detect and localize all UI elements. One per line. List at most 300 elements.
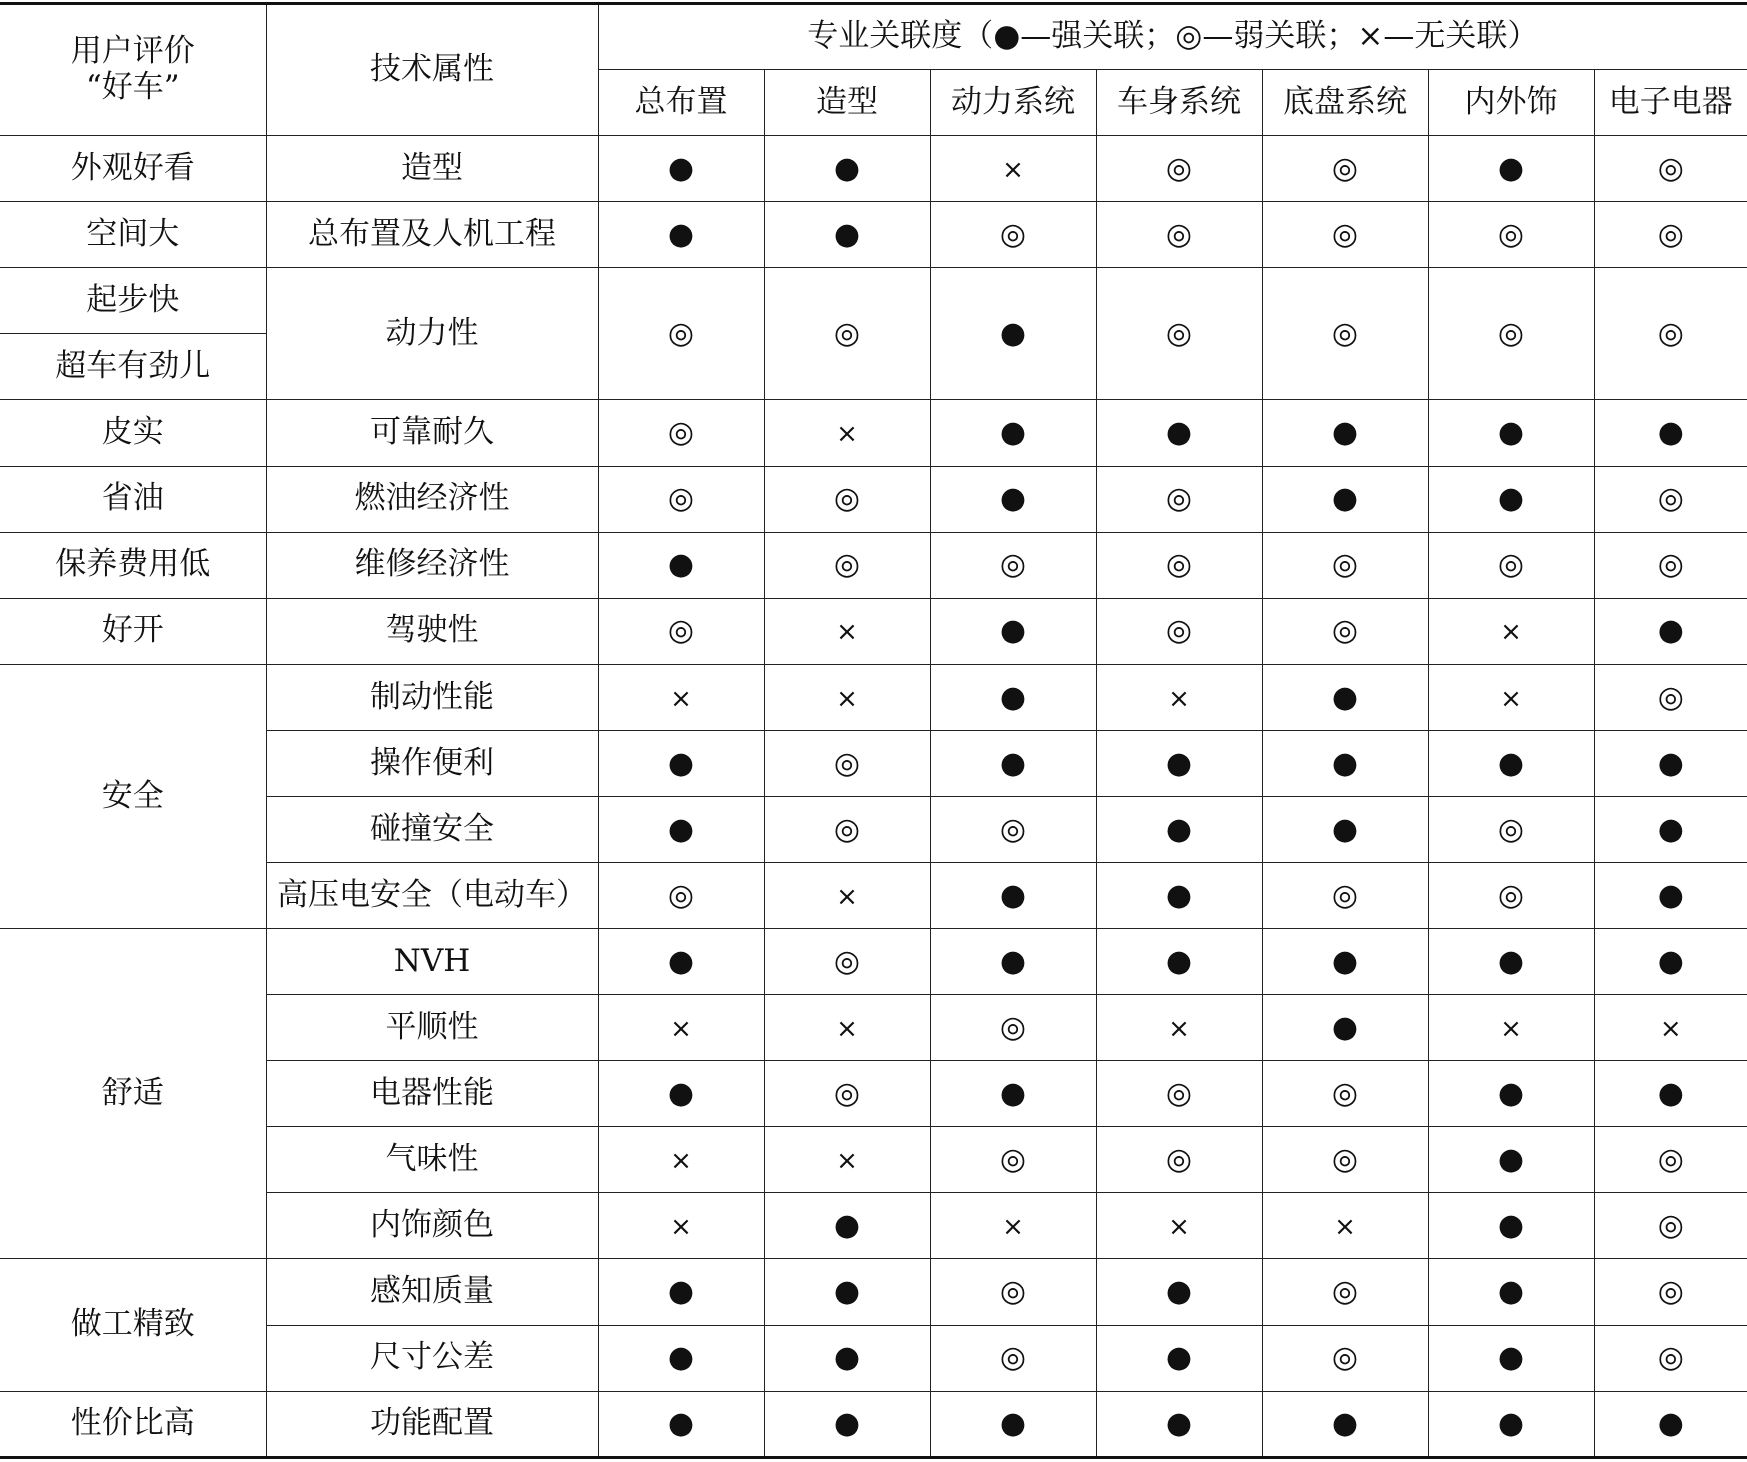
cell-relevance-mark xyxy=(1262,995,1428,1061)
cell-relevance-mark xyxy=(1594,1061,1747,1127)
no-relevance-icon: × xyxy=(836,683,858,714)
cell-technical-attribute: 驾驶性 xyxy=(266,598,598,664)
cell-relevance-mark xyxy=(764,1259,930,1325)
weak-relevance-icon: ◎ xyxy=(667,481,695,517)
weak-relevance-icon: ◎ xyxy=(1657,316,1684,352)
weak-relevance-icon: ◎ xyxy=(1497,316,1525,352)
strong-relevance-icon: ● xyxy=(1165,745,1193,781)
header-discipline: 底盘系统 xyxy=(1262,70,1428,136)
weak-relevance-icon: ◎ xyxy=(667,877,695,913)
weak-relevance-icon: ◎ xyxy=(1657,1208,1684,1244)
cell-relevance-mark xyxy=(764,1325,930,1391)
cell-relevance-mark xyxy=(764,664,930,730)
cell-relevance-mark xyxy=(1096,136,1262,202)
weak-relevance-icon: ◎ xyxy=(999,1009,1027,1045)
strong-relevance-icon: ● xyxy=(1497,1075,1525,1111)
cell-relevance-mark xyxy=(930,1391,1096,1457)
header-user-evaluation-line2: “好车” xyxy=(85,69,180,106)
cell-technical-attribute: 尺寸公差 xyxy=(266,1325,598,1391)
strong-relevance-icon: ● xyxy=(1165,415,1193,451)
cell-relevance-mark xyxy=(1262,796,1428,862)
cell-technical-attribute: 内饰颜色 xyxy=(266,1193,598,1259)
no-relevance-icon: × xyxy=(670,683,692,714)
cell-relevance-mark xyxy=(930,796,1096,862)
weak-relevance-icon: ◎ xyxy=(1165,1142,1193,1178)
strong-relevance-icon: ● xyxy=(999,1075,1027,1111)
cell-technical-attribute: 气味性 xyxy=(266,1127,598,1193)
strong-relevance-icon: ● xyxy=(667,216,695,252)
weak-relevance-icon: ◎ xyxy=(1165,613,1193,649)
table-row xyxy=(0,532,1747,598)
strong-relevance-icon: ● xyxy=(1165,1340,1193,1376)
strong-relevance-icon: ● xyxy=(1657,613,1684,649)
cell-relevance-mark xyxy=(1594,268,1747,400)
strong-relevance-icon: ● xyxy=(1331,1009,1359,1045)
strong-relevance-icon: ● xyxy=(999,481,1027,517)
header-relevance-title: 专业关联度（●—强关联；◎—弱关联；×—无关联） xyxy=(598,4,1747,70)
table-row xyxy=(0,664,1747,730)
cell-relevance-mark xyxy=(1594,796,1747,862)
strong-relevance-icon: ● xyxy=(1497,150,1525,186)
cell-technical-attribute: 总布置及人机工程 xyxy=(266,202,598,268)
strong-relevance-icon: ● xyxy=(999,877,1027,913)
strong-relevance-icon: ● xyxy=(667,745,695,781)
weak-relevance-icon: ◎ xyxy=(667,613,695,649)
weak-relevance-icon: ◎ xyxy=(999,1142,1027,1178)
cell-relevance-mark xyxy=(930,863,1096,929)
cell-relevance-mark xyxy=(1428,1325,1594,1391)
cell-relevance-mark xyxy=(1428,598,1594,664)
weak-relevance-icon: ◎ xyxy=(1331,877,1359,913)
strong-relevance-icon: ● xyxy=(833,1208,861,1244)
weak-relevance-icon: ◎ xyxy=(1331,613,1359,649)
weak-relevance-icon: ◎ xyxy=(1331,1340,1359,1376)
cell-relevance-mark xyxy=(1594,400,1747,466)
cell-user-evaluation: 省油 xyxy=(0,466,266,532)
cell-relevance-mark xyxy=(598,268,764,400)
cell-relevance-mark xyxy=(764,598,930,664)
cell-relevance-mark xyxy=(1428,1391,1594,1457)
strong-relevance-icon: ● xyxy=(1165,877,1193,913)
cell-relevance-mark xyxy=(1428,929,1594,995)
cell-relevance-mark xyxy=(1096,400,1262,466)
strong-relevance-icon: ● xyxy=(999,679,1027,715)
table-row xyxy=(0,1259,1747,1325)
cell-relevance-mark xyxy=(1262,136,1428,202)
cell-relevance-mark xyxy=(1594,863,1747,929)
cell-relevance-mark xyxy=(1428,863,1594,929)
cell-relevance-mark xyxy=(1096,1259,1262,1325)
cell-relevance-mark xyxy=(1594,664,1747,730)
strong-relevance-icon: ● xyxy=(1331,679,1359,715)
cell-relevance-mark xyxy=(764,268,930,400)
cell-relevance-mark xyxy=(764,532,930,598)
header-discipline: 动力系统 xyxy=(930,70,1096,136)
cell-technical-attribute: 维修经济性 xyxy=(266,532,598,598)
cell-relevance-mark xyxy=(598,532,764,598)
cell-relevance-mark xyxy=(1594,532,1747,598)
weak-relevance-icon: ◎ xyxy=(1657,1142,1684,1178)
strong-relevance-icon: ● xyxy=(1497,415,1525,451)
cell-relevance-mark xyxy=(1096,995,1262,1061)
cell-relevance-mark xyxy=(1262,466,1428,532)
cell-relevance-mark xyxy=(598,1325,764,1391)
weak-relevance-icon: ◎ xyxy=(1165,316,1193,352)
header-discipline: 电子电器 xyxy=(1594,70,1747,136)
weak-relevance-icon: ◎ xyxy=(833,1075,861,1111)
cell-relevance-mark xyxy=(1096,202,1262,268)
table-row xyxy=(0,268,1747,334)
strong-relevance-icon: ● xyxy=(1331,481,1359,517)
cell-relevance-mark xyxy=(1096,796,1262,862)
cell-relevance-mark xyxy=(1594,1127,1747,1193)
cell-relevance-mark xyxy=(1262,1127,1428,1193)
cell-user-evaluation: 起步快 xyxy=(0,268,266,334)
cell-relevance-mark xyxy=(1428,1061,1594,1127)
cell-relevance-mark xyxy=(930,532,1096,598)
cell-relevance-mark xyxy=(930,136,1096,202)
strong-relevance-icon: ● xyxy=(999,1406,1027,1441)
weak-relevance-icon: ◎ xyxy=(1165,481,1193,517)
weak-relevance-icon: ◎ xyxy=(1331,547,1359,583)
weak-relevance-icon: ◎ xyxy=(1331,1075,1359,1111)
weak-relevance-icon: ◎ xyxy=(1497,877,1525,913)
weak-relevance-icon: ◎ xyxy=(1497,547,1525,583)
cell-relevance-mark xyxy=(1096,598,1262,664)
no-relevance-icon: × xyxy=(1500,617,1522,648)
no-relevance-icon: × xyxy=(836,617,858,648)
header-discipline: 内外饰 xyxy=(1428,70,1594,136)
cell-relevance-mark xyxy=(1594,730,1747,796)
cell-relevance-mark xyxy=(598,1061,764,1127)
cell-relevance-mark xyxy=(930,1193,1096,1259)
cell-relevance-mark xyxy=(1262,1061,1428,1127)
cell-relevance-mark xyxy=(930,466,1096,532)
cell-relevance-mark xyxy=(1262,1325,1428,1391)
header-user-evaluation-line1: 用户评价 xyxy=(70,33,195,70)
cell-relevance-mark xyxy=(598,863,764,929)
strong-relevance-icon: ● xyxy=(1657,1406,1684,1441)
strong-relevance-icon: ● xyxy=(1497,1406,1525,1441)
cell-relevance-mark xyxy=(1262,1259,1428,1325)
cell-relevance-mark xyxy=(1594,1391,1747,1457)
strong-relevance-icon: ● xyxy=(833,1340,861,1376)
table-row xyxy=(0,400,1747,466)
cell-relevance-mark xyxy=(1428,730,1594,796)
weak-relevance-icon: ◎ xyxy=(833,811,861,847)
no-relevance-icon: × xyxy=(1659,1013,1682,1044)
strong-relevance-icon: ● xyxy=(1331,415,1359,451)
strong-relevance-icon: ● xyxy=(1657,877,1684,913)
strong-relevance-icon: ● xyxy=(999,745,1027,781)
cell-relevance-mark xyxy=(1428,532,1594,598)
weak-relevance-icon: ◎ xyxy=(1331,1274,1359,1310)
cell-relevance-mark xyxy=(598,598,764,664)
cell-relevance-mark xyxy=(1594,1325,1747,1391)
strong-relevance-icon: ● xyxy=(833,1406,861,1441)
cell-relevance-mark xyxy=(764,929,930,995)
weak-relevance-icon: ◎ xyxy=(833,316,861,352)
cell-relevance-mark xyxy=(1096,1325,1262,1391)
weak-relevance-icon: ◎ xyxy=(999,1274,1027,1310)
weak-relevance-icon: ◎ xyxy=(999,216,1027,252)
cell-user-evaluation: 超车有劲儿 xyxy=(0,334,266,400)
strong-relevance-icon: ● xyxy=(1497,481,1525,517)
weak-relevance-icon: ◎ xyxy=(833,481,861,517)
cell-relevance-mark xyxy=(764,136,930,202)
no-relevance-icon: × xyxy=(1002,1212,1024,1243)
cell-relevance-mark xyxy=(764,202,930,268)
no-relevance-icon: × xyxy=(1168,1212,1190,1243)
no-relevance-icon: × xyxy=(836,1013,858,1044)
cell-relevance-mark xyxy=(1594,466,1747,532)
cell-relevance-mark xyxy=(1262,202,1428,268)
cell-relevance-mark xyxy=(930,1061,1096,1127)
strong-relevance-icon: ● xyxy=(1657,745,1684,781)
strong-relevance-icon: ● xyxy=(1497,745,1525,781)
header-discipline: 总布置 xyxy=(598,70,764,136)
cell-relevance-mark xyxy=(598,995,764,1061)
no-relevance-icon: × xyxy=(1500,683,1522,714)
cell-user-evaluation: 皮实 xyxy=(0,400,266,466)
relevance-matrix-table xyxy=(0,2,1747,1459)
cell-relevance-mark xyxy=(1594,202,1747,268)
cell-relevance-mark xyxy=(1428,268,1594,400)
cell-relevance-mark xyxy=(764,1127,930,1193)
cell-relevance-mark xyxy=(1096,1391,1262,1457)
table-row xyxy=(0,136,1747,202)
cell-relevance-mark xyxy=(598,1259,764,1325)
cell-relevance-mark xyxy=(764,995,930,1061)
cell-relevance-mark xyxy=(1428,1193,1594,1259)
cell-relevance-mark xyxy=(1096,730,1262,796)
cell-technical-attribute: 碰撞安全 xyxy=(266,796,598,862)
cell-relevance-mark xyxy=(930,598,1096,664)
header-user-evaluation xyxy=(0,4,266,136)
weak-relevance-icon: ◎ xyxy=(1331,216,1359,252)
cell-technical-attribute: 造型 xyxy=(266,136,598,202)
cell-technical-attribute: 平顺性 xyxy=(266,995,598,1061)
cell-relevance-mark xyxy=(598,1127,764,1193)
header-discipline: 车身系统 xyxy=(1096,70,1262,136)
cell-relevance-mark xyxy=(1594,1193,1747,1259)
no-relevance-icon: × xyxy=(670,1212,692,1243)
strong-relevance-icon: ● xyxy=(667,1406,695,1441)
cell-relevance-mark xyxy=(598,1193,764,1259)
cell-relevance-mark xyxy=(1594,136,1747,202)
header-discipline: 造型 xyxy=(764,70,930,136)
cell-relevance-mark xyxy=(764,466,930,532)
cell-relevance-mark xyxy=(598,796,764,862)
strong-relevance-icon: ● xyxy=(833,150,861,186)
cell-relevance-mark xyxy=(930,1127,1096,1193)
weak-relevance-icon: ◎ xyxy=(1331,316,1359,352)
cell-relevance-mark xyxy=(1096,929,1262,995)
cell-relevance-mark xyxy=(1428,466,1594,532)
cell-technical-attribute: 感知质量 xyxy=(266,1259,598,1325)
cell-relevance-mark xyxy=(1096,532,1262,598)
weak-relevance-icon: ◎ xyxy=(1657,547,1684,583)
cell-relevance-mark xyxy=(1262,1391,1428,1457)
strong-relevance-icon: ● xyxy=(1497,1208,1525,1244)
cell-technical-attribute: NVH xyxy=(266,929,598,995)
no-relevance-icon: × xyxy=(670,1013,692,1044)
cell-technical-attribute: 制动性能 xyxy=(266,664,598,730)
cell-relevance-mark xyxy=(930,730,1096,796)
cell-relevance-mark xyxy=(930,1259,1096,1325)
no-relevance-icon: × xyxy=(1002,154,1024,185)
strong-relevance-icon: ● xyxy=(1497,1340,1525,1376)
no-relevance-icon: × xyxy=(836,1146,858,1177)
no-relevance-icon: × xyxy=(1168,683,1190,714)
weak-relevance-icon: ◎ xyxy=(999,547,1027,583)
cell-relevance-mark xyxy=(598,400,764,466)
weak-relevance-icon: ◎ xyxy=(1657,216,1684,252)
no-relevance-icon: × xyxy=(1500,1013,1522,1044)
strong-relevance-icon: ● xyxy=(1657,811,1684,847)
strong-relevance-icon: ● xyxy=(1331,745,1359,781)
cell-technical-attribute: 操作便利 xyxy=(266,730,598,796)
cell-relevance-mark xyxy=(1594,1259,1747,1325)
cell-technical-attribute: 可靠耐久 xyxy=(266,400,598,466)
header-technical-attribute: 技术属性 xyxy=(266,4,598,136)
cell-relevance-mark xyxy=(930,268,1096,400)
weak-relevance-icon: ◎ xyxy=(1497,811,1525,847)
cell-relevance-mark xyxy=(598,466,764,532)
weak-relevance-icon: ◎ xyxy=(1657,481,1684,517)
weak-relevance-icon: ◎ xyxy=(1165,1075,1193,1111)
strong-relevance-icon: ● xyxy=(1165,943,1193,979)
weak-relevance-icon: ◎ xyxy=(1657,679,1684,715)
cell-relevance-mark xyxy=(1262,929,1428,995)
cell-relevance-mark xyxy=(1262,400,1428,466)
weak-relevance-icon: ◎ xyxy=(1657,150,1684,186)
cell-user-evaluation: 保养费用低 xyxy=(0,532,266,598)
weak-relevance-icon: ◎ xyxy=(667,316,695,352)
strong-relevance-icon: ● xyxy=(1497,1274,1525,1310)
strong-relevance-icon: ● xyxy=(999,415,1027,451)
cell-user-evaluation: 做工精致 xyxy=(0,1259,266,1391)
cell-user-evaluation: 性价比高 xyxy=(0,1391,266,1457)
cell-relevance-mark xyxy=(1096,268,1262,400)
cell-technical-attribute: 动力性 xyxy=(266,268,598,400)
cell-relevance-mark xyxy=(598,664,764,730)
no-relevance-icon: × xyxy=(1168,1013,1190,1044)
strong-relevance-icon: ● xyxy=(999,943,1027,979)
table-row xyxy=(0,598,1747,664)
cell-relevance-mark xyxy=(1262,268,1428,400)
cell-relevance-mark xyxy=(1096,1061,1262,1127)
cell-relevance-mark xyxy=(598,136,764,202)
weak-relevance-icon: ◎ xyxy=(1497,216,1525,252)
cell-relevance-mark xyxy=(598,202,764,268)
cell-relevance-mark xyxy=(1428,1127,1594,1193)
cell-relevance-mark xyxy=(764,1391,930,1457)
cell-relevance-mark xyxy=(1096,1193,1262,1259)
cell-relevance-mark xyxy=(1096,466,1262,532)
cell-relevance-mark xyxy=(764,400,930,466)
strong-relevance-icon: ● xyxy=(833,1274,861,1310)
table-row xyxy=(0,466,1747,532)
cell-relevance-mark xyxy=(1428,400,1594,466)
cell-relevance-mark xyxy=(930,400,1096,466)
weak-relevance-icon: ◎ xyxy=(999,811,1027,847)
weak-relevance-icon: ◎ xyxy=(1331,150,1359,186)
strong-relevance-icon: ● xyxy=(667,943,695,979)
weak-relevance-icon: ◎ xyxy=(1657,1340,1684,1376)
cell-relevance-mark xyxy=(1262,730,1428,796)
cell-relevance-mark xyxy=(1428,1259,1594,1325)
weak-relevance-icon: ◎ xyxy=(1331,1142,1359,1178)
cell-relevance-mark xyxy=(1262,863,1428,929)
weak-relevance-icon: ◎ xyxy=(667,415,695,451)
strong-relevance-icon: ● xyxy=(1497,943,1525,979)
strong-relevance-icon: ● xyxy=(833,216,861,252)
weak-relevance-icon: ◎ xyxy=(833,745,861,781)
no-relevance-icon: × xyxy=(670,1146,692,1177)
cell-relevance-mark xyxy=(930,664,1096,730)
cell-relevance-mark xyxy=(1262,532,1428,598)
cell-relevance-mark xyxy=(764,1061,930,1127)
cell-user-evaluation: 外观好看 xyxy=(0,136,266,202)
strong-relevance-icon: ● xyxy=(667,150,695,186)
cell-relevance-mark xyxy=(1594,995,1747,1061)
cell-relevance-mark xyxy=(1428,202,1594,268)
strong-relevance-icon: ● xyxy=(1497,1142,1525,1178)
cell-relevance-mark xyxy=(930,202,1096,268)
strong-relevance-icon: ● xyxy=(1657,943,1684,979)
cell-relevance-mark xyxy=(598,929,764,995)
no-relevance-icon: × xyxy=(836,881,858,912)
weak-relevance-icon: ◎ xyxy=(833,943,861,979)
cell-relevance-mark xyxy=(1096,863,1262,929)
cell-relevance-mark xyxy=(764,730,930,796)
strong-relevance-icon: ● xyxy=(1165,811,1193,847)
weak-relevance-icon: ◎ xyxy=(833,547,861,583)
cell-relevance-mark xyxy=(764,796,930,862)
strong-relevance-icon: ● xyxy=(999,613,1027,649)
cell-relevance-mark xyxy=(1262,664,1428,730)
table-row xyxy=(0,1391,1747,1457)
cell-relevance-mark xyxy=(1262,598,1428,664)
cell-relevance-mark xyxy=(1428,136,1594,202)
cell-technical-attribute: 电器性能 xyxy=(266,1061,598,1127)
table-row xyxy=(0,929,1747,995)
weak-relevance-icon: ◎ xyxy=(1165,216,1193,252)
strong-relevance-icon: ● xyxy=(1331,811,1359,847)
weak-relevance-icon: ◎ xyxy=(1657,1274,1684,1310)
strong-relevance-icon: ● xyxy=(667,1340,695,1376)
cell-relevance-mark xyxy=(930,1325,1096,1391)
no-relevance-icon: × xyxy=(836,419,858,450)
cell-relevance-mark xyxy=(764,863,930,929)
cell-relevance-mark xyxy=(764,1193,930,1259)
cell-relevance-mark xyxy=(1096,664,1262,730)
strong-relevance-icon: ● xyxy=(1165,1274,1193,1310)
cell-relevance-mark xyxy=(598,730,764,796)
strong-relevance-icon: ● xyxy=(1165,1406,1193,1441)
strong-relevance-icon: ● xyxy=(1331,1406,1359,1441)
cell-relevance-mark xyxy=(930,995,1096,1061)
cell-relevance-mark xyxy=(1096,1127,1262,1193)
cell-relevance-mark xyxy=(1594,929,1747,995)
weak-relevance-icon: ◎ xyxy=(999,1340,1027,1376)
cell-relevance-mark xyxy=(598,1391,764,1457)
weak-relevance-icon: ◎ xyxy=(1165,150,1193,186)
cell-user-evaluation: 舒适 xyxy=(0,929,266,1259)
cell-technical-attribute: 高压电安全（电动车） xyxy=(266,863,598,929)
strong-relevance-icon: ● xyxy=(999,316,1027,352)
